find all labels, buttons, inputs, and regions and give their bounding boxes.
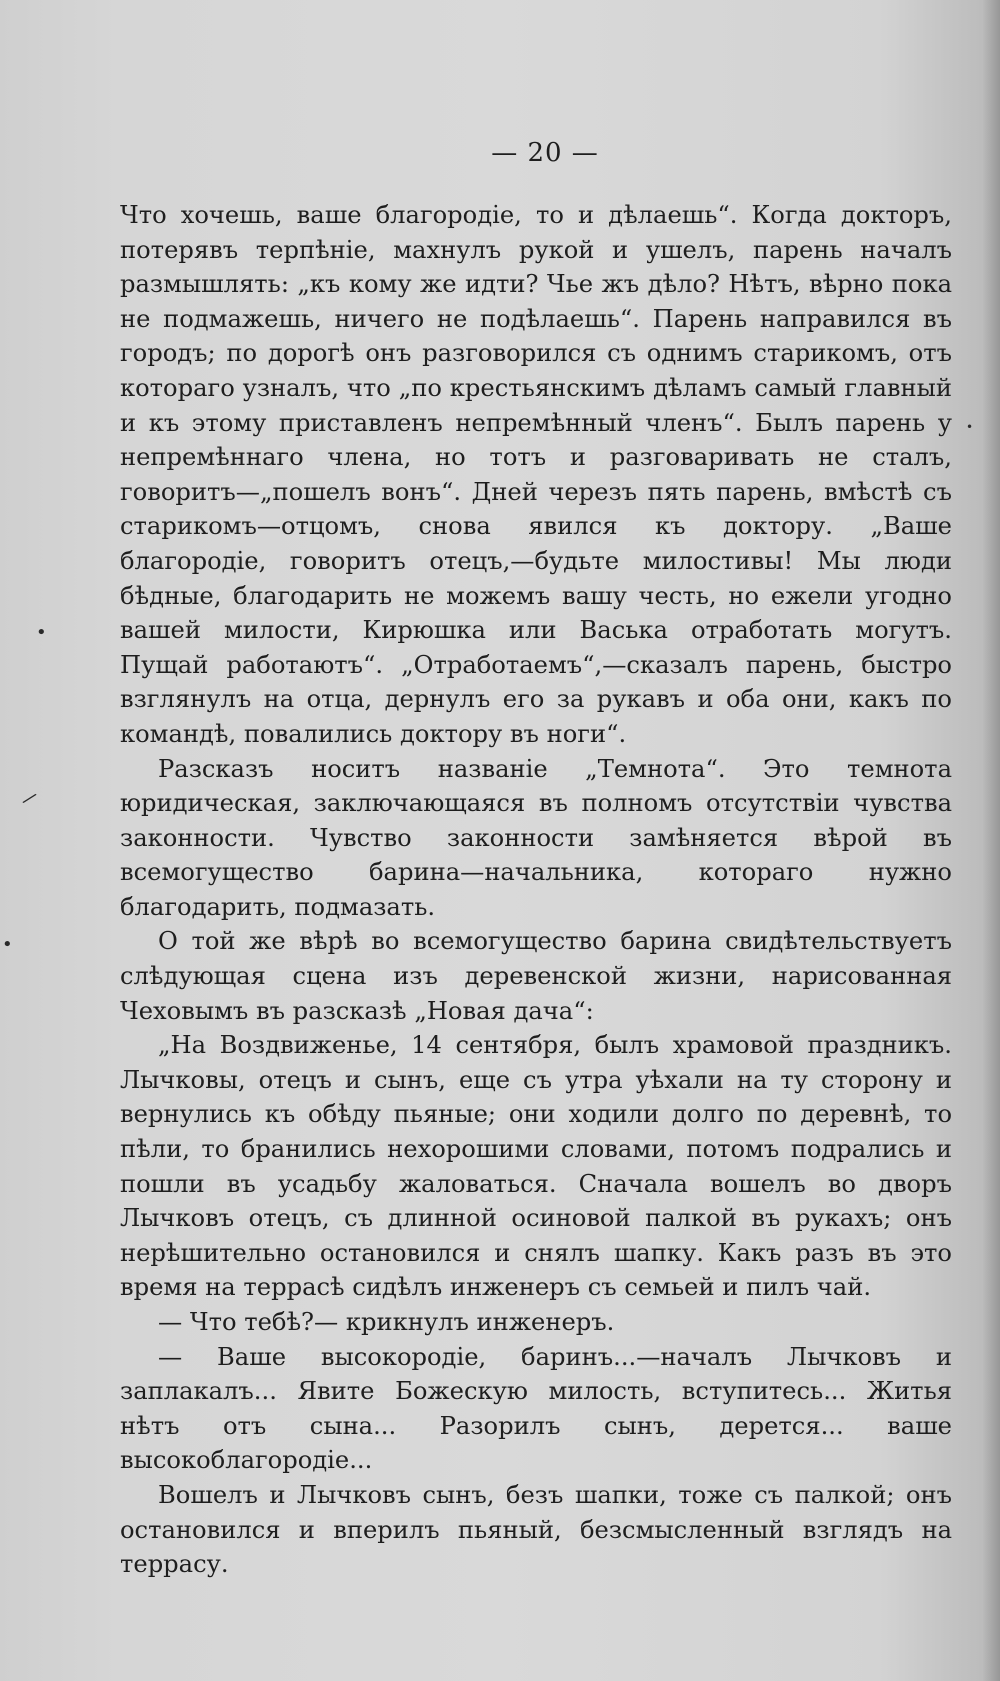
- margin-stroke-mark: /: [20, 788, 39, 809]
- paragraph: Что хочешь, ваше благородіе, то и дѣлаешь“. Когда докторъ, потерявъ терпѣніе, махнулъ рукой и ушелъ, парень началъ размышлять: „къ кому же идти? Чье жъ дѣло? Нѣтъ, вѣрно пока не подмажешь, ничего не подѣлаешь“. Парень направился въ городъ; по дорогѣ онъ разговорился съ однимъ старикомъ, отъ котораго узналъ, что „по крестьянскимъ дѣламъ самый главный и къ этому приставленъ непремѣнный членъ“. Былъ парень у непремѣннаго члена, но тотъ и разговаривать не сталъ, говоритъ—„пошелъ вонъ“. Дней черезъ пять парень, вмѣстѣ съ старикомъ—отцомъ, снова явился къ доктору. „Ваше благородіе, говоритъ отецъ,—будьте милостивы! Мы люди бѣдные, благодарить не можемъ вашу честь, но ежели угодно вашей милости, Кирюшка или Васька отработать могутъ. Пущай работаютъ“. „Отработаемъ“,—сказалъ парень, быстро взглянулъ на отца, дернулъ его за рукавъ и оба они, какъ по командѣ, повалились доктору въ ноги“.: [120, 201, 952, 748]
- body-text: [120, 198, 952, 1582]
- paragraph: О той же вѣрѣ во всемогущество барина свидѣтельствуетъ слѣдующая сцена изъ деревенской жизни, нарисованная Чеховымъ въ разсказѣ „Новая дача“:: [120, 927, 952, 1025]
- paragraph: — Что тебѣ?— крикнулъ инженеръ.: [158, 1308, 615, 1336]
- page-edge-shadow: [982, 0, 1000, 1681]
- paragraph: Разсказъ носитъ названіе „Темнота“. Это темнота юридическая, заключающаяся въ полномъ отсутствіи чувства законности. Чувство законности замѣняется вѣрой въ всемогущество барина—начальника, котораго нужно благодарить, подмазать.: [120, 754, 952, 921]
- margin-speck-mark: •: [966, 420, 974, 434]
- page-number: — 20 —: [491, 138, 599, 168]
- paragraph: — Ваше высокородіе, баринъ...—началъ Лычковъ и заплакалъ... Явите Божескую милость, вступитесь... Житья нѣтъ отъ сына... Разорилъ сынъ, дерется... ваше высокоблагородіе...: [120, 1342, 952, 1475]
- margin-speck-mark: •: [36, 622, 47, 643]
- margin-speck-mark: •: [2, 934, 13, 955]
- paragraph: Вошелъ и Лычковъ сынъ, безъ шапки, тоже съ палкой; онъ остановился и вперилъ пьяный, безсмысленный взглядъ на террасу.: [120, 1480, 952, 1579]
- paragraph: „На Воздвиженье, 14 сентября, былъ храмовой праздникъ. Лычковы, отецъ и сынъ, еще съ утра уѣхали на ту сторону и вернулись къ обѣду пьяные; они ходили долго по деревнѣ, то пѣли, то бранились нехорошими словами, потомъ подрались и пошли въ усадьбу жаловаться. Сначала вошелъ во дворъ Лычковъ отецъ, съ длинной осиновой палкой въ рукахъ; онъ нерѣшительно остановился и снялъ шапку. Какъ разъ въ это время на террасѣ сидѣлъ инженеръ съ семьей и пилъ чай.: [120, 1031, 952, 1302]
